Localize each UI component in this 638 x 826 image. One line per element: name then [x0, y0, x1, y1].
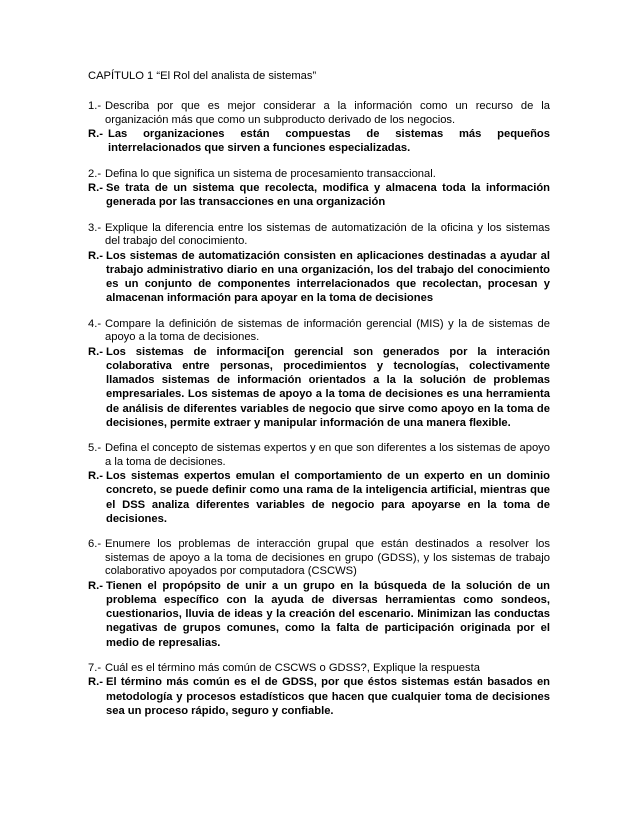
answer-2 [88, 181, 550, 209]
answer-text: El término más común es el de GDSS, por que éstos sistemas están basados en metodología y procesos estadísticos que hacen que cualquier toma de decisiones sea un proceso rápido, seguro y confiable. [106, 676, 550, 717]
document-content [88, 69, 550, 730]
question-text: Cuál es el término más común de CSCWS o GDSS?, Explique la respuesta [105, 661, 480, 674]
question-number: 7.- [88, 661, 102, 674]
answer-text: Los sistemas de automatización consisten en aplicaciones destinadas a ayudar al trabajo administrativo diario en una organización, los del trabajo del conocimiento es un conjunto de componentes interrelacionados que recolectan, procesan y almacenan información para apoyar en la toma de decisiones [106, 249, 550, 305]
question-5 [88, 442, 550, 469]
qa-item-1 [88, 100, 550, 156]
question-text: Defina lo que significa un sistema de procesamiento transaccional. [105, 167, 436, 180]
answer-7 [88, 675, 550, 718]
question-6 [88, 538, 550, 579]
answer-prefix: R.- [88, 249, 103, 262]
answer-text: Los sistemas expertos emulan el comportamiento de un experto en un dominio concreto, se puede definir como una rama de la inteligencia artificial, mientras que el DSS analiza diferentes variables de negocio para apoyarse en la toma de decisiones. [106, 470, 550, 525]
chapter-title: CAPÍTULO 1 “El Rol del analista de sistemas” [88, 70, 317, 82]
question-number: 4.- [88, 317, 102, 330]
question-text: Describa por que es mejor considerar a la información como un recurso de la organización más que como un subproducto derivado de los negocios. [105, 100, 550, 126]
qa-item-3 [88, 222, 550, 306]
answer-prefix: R.- [88, 345, 103, 358]
question-number: 2.- [88, 167, 102, 180]
answer-text: Los sistemas de informaci[on gerencial son generados por la interación colaborativa entre personas, procedimientos y tecnologías, colectivamente llamados sistemas de información orientados a la la solución de problemas empresariales. Los sistemas de apoyo a la toma de decisiones es una herramienta de análisis de diferentes variables de negocio que sirve como apoyo en la toma de decisiones, permite extraer y manipular información de una manera flexible. [106, 345, 550, 429]
qa-item-5 [88, 442, 550, 526]
answer-5 [88, 469, 550, 526]
question-3 [88, 222, 550, 249]
answer-6 [88, 579, 550, 650]
question-text: Explique la diferencia entre los sistemas de automatización de la oficina y los sistemas del trabajo del conocimiento. [105, 221, 550, 248]
question-number: 6.- [88, 538, 102, 550]
answer-text: Las organizaciones están compuestas de sistemas más pequeños interrelacionados que sirven a funciones especializadas. [108, 128, 550, 155]
question-number: 5.- [88, 442, 102, 454]
question-1 [88, 100, 550, 127]
question-text: Compare la definición de sistemas de información gerencial (MIS) y la de sistemas de apoyo a la toma de decisiones. [105, 317, 550, 344]
question-text: Defina el concepto de sistemas expertos y en que son diferentes a los sistemas de apoyo a la toma de decisiones. [105, 442, 550, 468]
answer-1 [88, 127, 550, 155]
question-7 [88, 662, 550, 676]
qa-item-4 [88, 318, 550, 430]
answer-prefix: R.- [88, 676, 103, 689]
answer-prefix: R.- [88, 579, 103, 592]
answer-prefix: R.- [88, 128, 103, 141]
qa-item-7 [88, 662, 550, 718]
answer-4 [88, 345, 550, 430]
question-number: 1.- [88, 100, 102, 112]
qa-item-2 [88, 168, 550, 210]
question-number: 3.- [88, 221, 102, 234]
question-2 [88, 168, 550, 182]
question-4 [88, 318, 550, 345]
qa-item-6 [88, 538, 550, 650]
answer-prefix: R.- [88, 470, 103, 483]
answer-prefix: R.- [88, 182, 103, 195]
answer-text: Tienen el propópsito de unir a un grupo en la búsqueda de la solución de un problema específico con la ayuda de diversas herramientas como sondeos, cuestionarios, lluvia de ideas y la creación del escenario. Minimizan las conductas negativas de grupos comunes, como la falta de participación originada por el medio de represalias. [106, 579, 550, 649]
answer-text: Se trata de un sistema que recolecta, modifica y almacena toda la información generada por las transacciones en una organización [106, 182, 550, 209]
answer-3 [88, 249, 550, 306]
question-text: Enumere los problemas de interacción grupal que están destinados a resolver los sistemas de apoyo a la toma de decisiones en grupo (GDSS), y los sistemas de trabajo colaborativo apoyados por computadora (CSCWS) [105, 538, 550, 578]
